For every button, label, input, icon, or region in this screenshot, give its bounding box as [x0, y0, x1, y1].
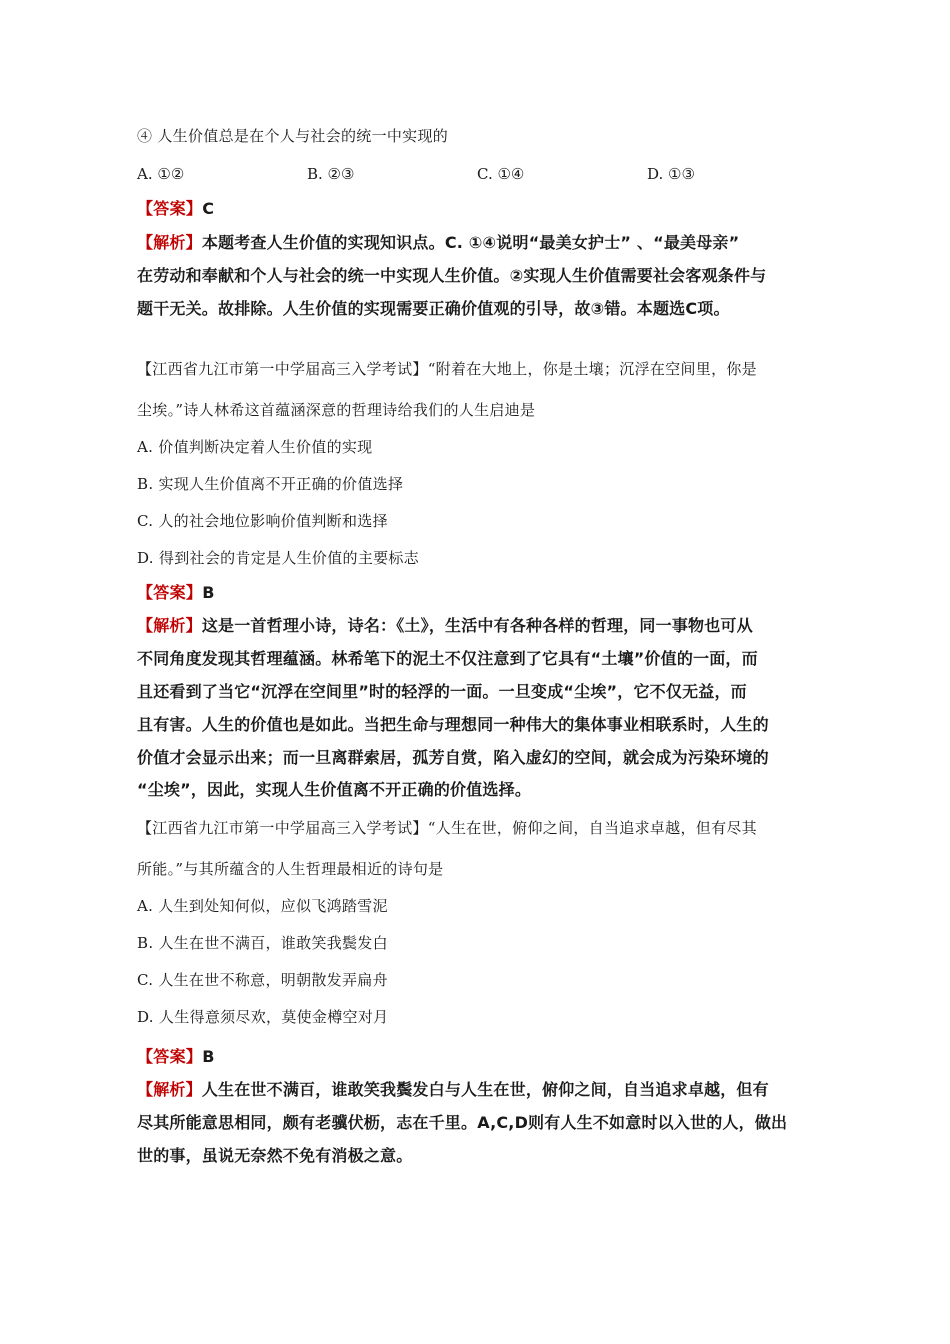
q2-analysis-line-3: 且还看到了当它“沉浮在空间里”时的轻浮的一面。一旦变成“尘埃”，它不仅无益，而	[137, 682, 747, 701]
q2-analysis-line-5: 价值才会显示出来；而一旦离群索居，孤芳自赏，陷入虚幻的空间，就会成为污染环境的	[137, 748, 769, 767]
q2-answer	[137, 583, 215, 603]
q1-option-b: B. ②③	[307, 165, 355, 183]
q2-analysis-line-6: “尘埃”，因此，实现人生价值离不开正确的价值选择。	[137, 780, 532, 799]
q2-stem-line-1: 【江西省九江市第一中学届高三入学考试】“附着在大地上，你是土壤；沉浮在空间里，你是	[137, 360, 757, 378]
q3-stem-line-2: 所能。”与其所蕴含的人生哲理最相近的诗句是	[137, 860, 444, 878]
q3-analysis-line-2: 尽其所能意思相同，颇有老骥伏枥，志在千里。A,C,D则有人生不如意时以入世的人，做出	[137, 1113, 788, 1132]
q3-option-d: D. 人生得意须尽欢，莫使金樽空对月	[137, 1008, 389, 1026]
q2-option-c: C. 人的社会地位影响价值判断和选择	[137, 512, 388, 530]
q3-analysis-line-3: 世的事，虽说无奈然不免有消极之意。	[137, 1146, 413, 1165]
q1-item-4: ④ 人生价值总是在个人与社会的统一中实现的	[137, 127, 449, 145]
q1-analysis-line-1: 【解析】本题考查人生价值的实现知识点。C. ①④说明“最美女护士” 、“最美母亲”	[137, 233, 740, 252]
q2-option-a: A. 价值判断决定着人生价值的实现	[137, 438, 373, 456]
q2-analysis-line-4: 且有害。人生的价值也是如此。当把生命与理想同一种伟大的集体事业相联系时，人生的	[137, 715, 769, 734]
q3-analysis-line-1: 【解析】人生在世不满百，谁敢笑我鬓发白与人生在世，俯仰之间，自当追求卓越，但有	[137, 1080, 769, 1099]
q1-option-d: D. ①③	[647, 165, 695, 183]
answer-value: B	[202, 1047, 215, 1066]
q2-analysis-line-1: 【解析】这是一首哲理小诗，诗名：《土》，生活中有各种各样的哲理，同一事物也可从	[137, 616, 753, 635]
q1-option-c: C. ①④	[477, 165, 525, 183]
q3-option-b: B. 人生在世不满百，谁敢笑我鬓发白	[137, 934, 388, 952]
analysis-tag: 【解析】	[137, 616, 202, 635]
q3-stem-line-1: 【江西省九江市第一中学届高三入学考试】“人生在世，俯仰之间，自当追求卓越，但有尽其	[137, 819, 757, 837]
q1-analysis-line-2: 在劳动和奉献和个人与社会的统一中实现人生价值。②实现人生价值需要社会客观条件与	[137, 266, 767, 285]
q1-option-a: A. ①②	[137, 165, 185, 183]
q1-answer	[137, 199, 214, 219]
q3-option-a: A. 人生到处知何似，应似飞鸿踏雪泥	[137, 897, 388, 915]
analysis-tag: 【解析】	[137, 233, 202, 252]
answer-value: B	[202, 583, 215, 602]
q2-option-b: B. 实现人生价值离不开正确的价值选择	[137, 475, 404, 493]
q2-option-d: D. 得到社会的肯定是人生价值的主要标志	[137, 549, 420, 567]
q2-stem-line-2: 尘埃。”诗人林希这首蕴涵深意的哲理诗给我们的人生启迪是	[137, 401, 536, 419]
answer-tag: 【答案】	[137, 199, 203, 218]
q2-analysis-line-2: 不同角度发现其哲理蕴涵。林希笔下的泥土不仅注意到了它具有“土壤”价值的一面，而	[137, 649, 758, 668]
q1-analysis-line-3: 题干无关。故排除。人生价值的实现需要正确价值观的引导，故③错。本题选C项。	[137, 299, 730, 318]
answer-tag: 【答案】	[137, 583, 203, 602]
answer-value: C	[202, 199, 215, 218]
q3-option-c: C. 人生在世不称意，明朝散发弄扁舟	[137, 971, 388, 989]
answer-tag: 【答案】	[137, 1047, 203, 1066]
q3-answer	[137, 1047, 215, 1067]
analysis-tag: 【解析】	[137, 1080, 202, 1099]
